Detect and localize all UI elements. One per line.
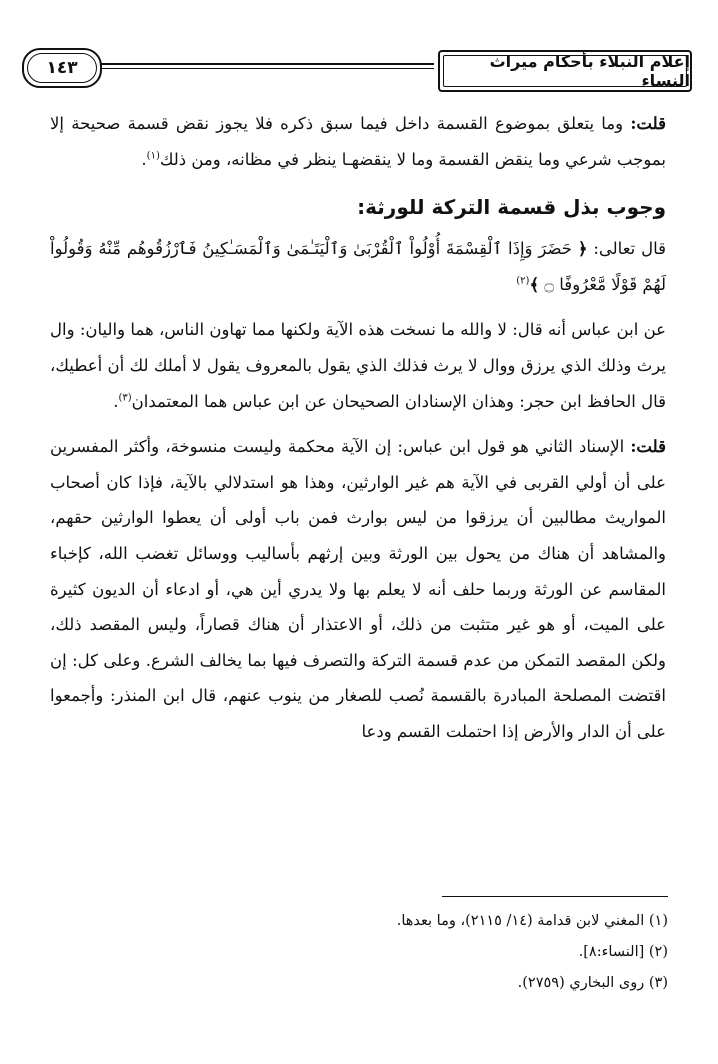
footnote-1: (١) المغني لابن قدامة (١٤/ ٢١١٥)، وما بعدها. [396, 913, 668, 929]
page-number: ١٤٣ [46, 58, 78, 78]
paragraph-tail: . [113, 391, 119, 411]
book-title-frame [438, 50, 692, 92]
paragraph-3 [50, 312, 666, 419]
footnote-3: (٣) روى البخاري (٢٧٥٩). [517, 975, 668, 991]
paragraph-text: وما يتعلق بموضوع القسمة داخل فيما سبق ذكره فلا يجوز نقض قسمة صحيحة إلا بموجب شرعي وما ينقض القسمة وما لا ينقضهـا ينظر في مظانه، ومن ذلك [50, 114, 666, 169]
running-header [22, 44, 696, 98]
footnote-marker: (٣) [118, 392, 132, 404]
paragraph-tail: . [141, 149, 147, 169]
paragraph-lead: قلت: [630, 437, 666, 457]
quote-intro: قال تعالى: [587, 239, 666, 259]
ornate-close-brace: ﴾ [529, 274, 540, 294]
header-rule-thin [98, 68, 434, 69]
main-text [50, 106, 666, 750]
paragraph-1 [50, 106, 666, 177]
footnote-marker: (٢) [516, 275, 530, 287]
paragraph-text: عن ابن عباس أنه قال: لا والله ما نسخت هذه الآية ولكنها مما تهاون الناس، هما واليان: وال يرث وذلك الذي يرزق ووال لا يرث فذلك الذي يقول بالمعروف يقول لا أملك لك أن أعطيك، قال الحافظ ابن حجر: وهذان الإسنادان الصحيحان عن ابن عباس هما المعتمدان [50, 320, 666, 411]
section-heading: وجوب بذل قسمة التركة للورثة: [357, 195, 666, 220]
book-title: إعلام النبلاء بأحكام ميراث النساء [489, 52, 690, 90]
footnote-marker: (١) [146, 150, 160, 162]
footnote-2: (٢) [النساء:٨]. [578, 944, 668, 960]
page-number-badge [22, 48, 102, 88]
paragraph-text: الإسناد الثاني هو قول ابن عباس: إن الآية محكمة وليست منسوخة، وأكثر المفسرين على أن أولي القربى في الآية هم غير الوارثين، وهذا هو استدلالي بالآية، فإذا كان أصحاب المواريث مطالبين أن يرزقوا من ليس بوارث فمن باب أولى أن يعطوا الوارثين حقهم، والمشاهد أن هناك من يحول بين الورثة وبين إرثهم بأساليب ووسائل تغضب الله، كإخباء المقاسم عن الورثة وربما حلف أنه لا يعلم بها ولا يدري أين هي، أو ادعاء أن الديون كثيرة على الميت، أو هو غير متثبت من ذلك، أو الاعتذار أن هناك قصاراً، وليس المقصد ذلك، ولكن المقصد التمكن من عدم قسمة التركة والتصرف فيها بما يخالف الشرع. وعلى كل: إن اقتضت المصلحة المبادرة بالقسمة نُصب للصغار من ينوب عنهم، قال ابن المنذر: وأجمعوا على أن الدار والأرض إذا احتملت القسم ودعا [50, 437, 666, 741]
paragraph-lead: قلت: [630, 114, 666, 133]
ornate-open-brace: ﴿ [577, 239, 588, 259]
footnote-separator [442, 896, 668, 897]
header-rule [98, 63, 434, 65]
footnotes [52, 906, 668, 999]
paragraph-4 [50, 429, 666, 749]
paragraph-2-quran [50, 231, 666, 302]
quran-verse: حَضَرَ وَإِذَا ٱلْقِسْمَةَ أُوْلُواْ ٱلْقُرْبَىٰ وَٱلْيَتَـٰمَىٰ وَٱلْمَسَـٰكِينُ فَٱرْزُقُوهُم مِّنْهُ وَقُولُواْ لَهُمْ قَوْلًا مَّعْرُوفًا ۝ [50, 239, 666, 294]
